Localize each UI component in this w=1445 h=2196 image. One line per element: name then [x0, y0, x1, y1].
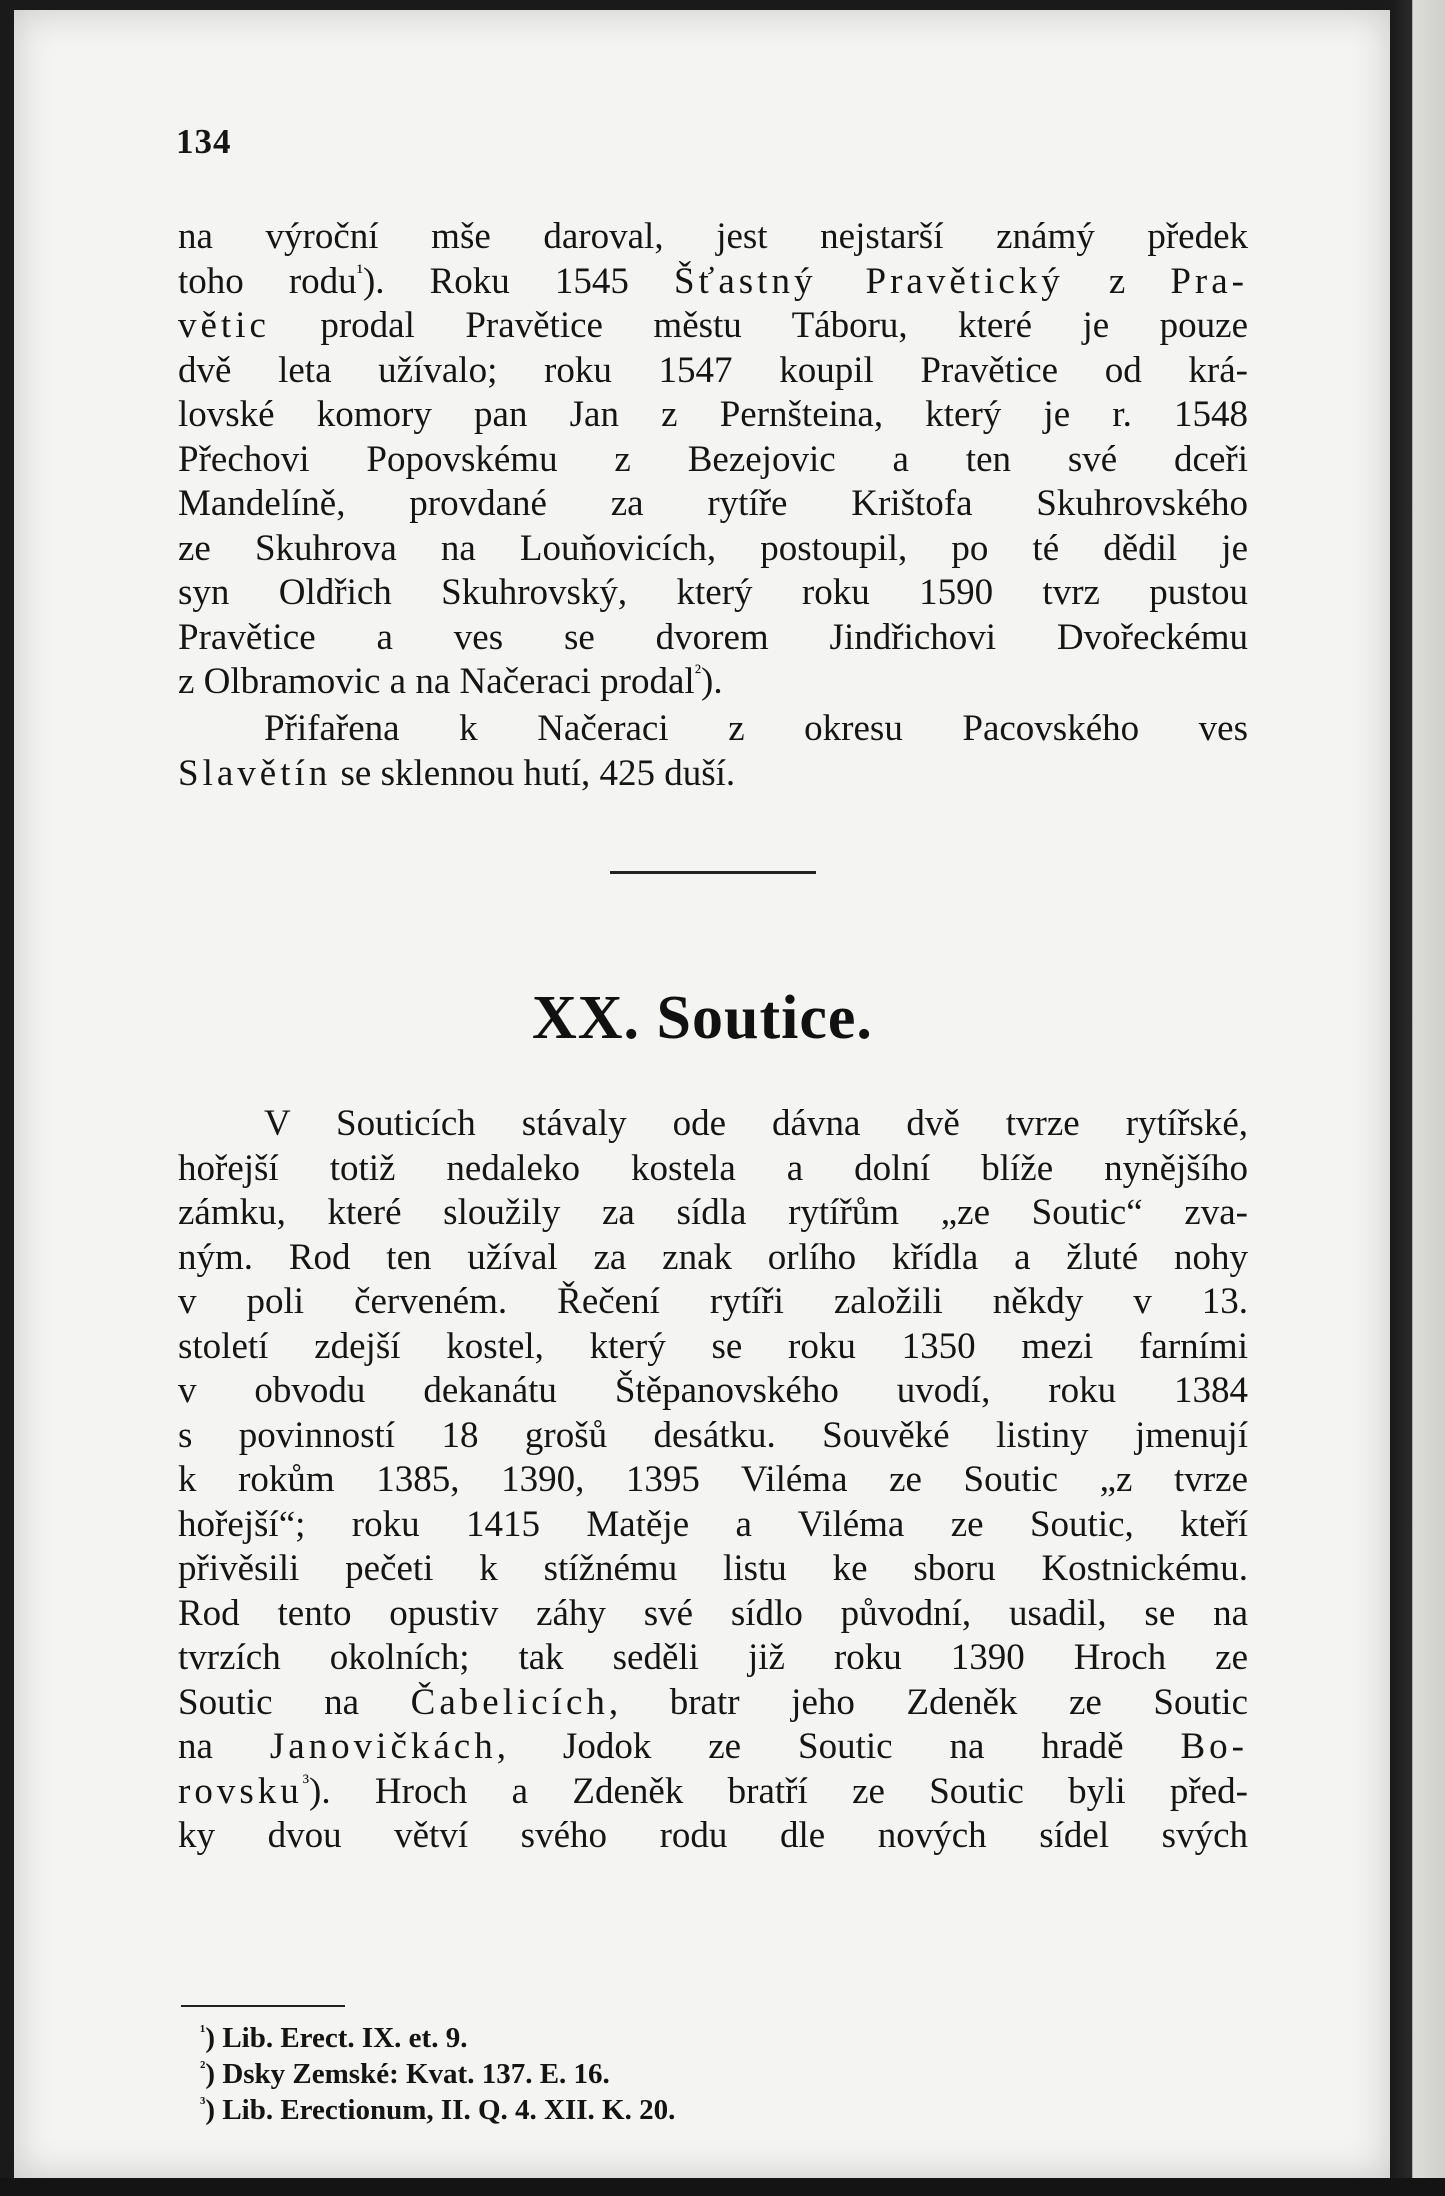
spaced-name: Šťastný Pravětický	[673, 260, 1064, 302]
spaced-name: Slavětín	[178, 752, 332, 794]
chapter-title: XX. Soutice.	[532, 984, 873, 1052]
paragraph-pravetice	[178, 215, 1248, 705]
spaced-name: Janovičkách	[269, 1726, 497, 1767]
text-fragment: toho rodu	[178, 260, 357, 302]
text-line: přivěsili pečeti k stížnému listu ke sboru Kostnickému.	[178, 1548, 1248, 1589]
spaced-name: větic	[178, 305, 270, 346]
text-fragment: ). Hroch a Zdeněk bratří ze Soutic byli před-	[309, 1770, 1248, 1812]
text-line: století zdejší kostel, který se roku 1350 mezi farními	[178, 1325, 1248, 1367]
footnote-text: ) Dsky Zemské: Kvat. 137. E. 16.	[205, 2058, 610, 2090]
page-edge	[1390, 0, 1445, 2196]
text-line	[178, 660, 1248, 705]
text-line: s povinností 18 grošů desátku. Souvěké listiny jmenují	[178, 1414, 1248, 1456]
page-number: 134	[176, 122, 232, 161]
text-line: Rod tento opustiv záhy své sídlo původní, usadil, se na	[178, 1592, 1248, 1634]
text-fragment: prodal Pravětice městu Táboru, které je pouze	[269, 305, 1248, 346]
footnote-ref-1: ¹	[356, 259, 363, 284]
text-line	[178, 304, 1248, 349]
text-line: v obvodu dekanátu Štěpanovského uvodí, roku 1384	[178, 1370, 1248, 1411]
text-line: ným. Rod ten užíval za znak orlího křídla a žluté nohy	[178, 1236, 1248, 1278]
text-fragment: , Jodok ze Soutic na hradě	[496, 1726, 1181, 1767]
footnote-1	[200, 2020, 675, 2056]
text-line: Mandelíně, provdané za rytíře Krištofa Skuhrovského	[178, 483, 1248, 524]
text-line	[178, 1681, 1248, 1726]
text-line: dvě leta užívalo; roku 1547 koupil Pravětice od krá-	[178, 349, 1248, 391]
page-bottom-edge	[0, 2178, 1445, 2196]
text-line: k rokům 1385, 1390, 1395 Viléma ze Soutic „z tvrze	[178, 1459, 1248, 1500]
paragraph-soutice	[178, 1102, 1248, 1859]
text-fragment: se sklennou hutí, 425 duší.	[331, 752, 736, 794]
spaced-name: Čabelicích	[410, 1681, 609, 1723]
text-fragment: Soutic na	[178, 1681, 411, 1723]
text-fragment: z Olbramovic a na Načeraci prodal	[178, 661, 695, 702]
text-line: tvrzích okolních; tak seděli již roku 1390 Hroch ze	[178, 1637, 1248, 1678]
text-fragment: ). Roku 1545	[362, 260, 674, 302]
footnote-ref-2: ²	[694, 660, 701, 684]
text-line: ze Skuhrova na Louňovicích, postoupil, po té dědil je	[178, 527, 1248, 569]
spaced-name: Bo-	[1180, 1726, 1248, 1767]
text-line: Pravětice a ves se dvorem Jindřichovi Dvořeckému	[178, 616, 1248, 658]
text-line	[178, 1725, 1248, 1770]
footnotes	[200, 2020, 675, 2128]
footnote-mark: ²	[200, 2057, 206, 2077]
footnote-2	[200, 2056, 675, 2092]
text-line: lovské komory pan Jan z Pernšteina, který je r. 1548	[178, 394, 1248, 435]
footnote-ref-3: ³	[302, 1769, 310, 1794]
text-line: ky dvou větví svého rodu dle nových sídel svých	[178, 1815, 1248, 1856]
text-fragment: , bratr jeho Zdeněk ze Soutic	[608, 1681, 1248, 1723]
text-line: hořejší“; roku 1415 Matěje a Viléma ze Soutic, kteří	[178, 1503, 1248, 1545]
footnote-rule	[181, 2005, 345, 2007]
footnote-3	[200, 2092, 675, 2128]
spaced-name: rovsku	[178, 1770, 303, 1812]
text-line: v poli červeném. Řečení rytíři založili někdy v 13.	[178, 1281, 1248, 1322]
text-line: na výroční mše daroval, jest nejstarší známý předek	[178, 216, 1248, 257]
text-fragment: ).	[701, 661, 723, 702]
text-line: syn Oldřich Skuhrovský, který roku 1590 tvrz pustou	[178, 572, 1248, 613]
text-fragment: z	[1063, 260, 1171, 302]
text-fragment: na	[178, 1726, 270, 1767]
text-line: Přifařena k Načeraci z okresu Pacovského ves	[264, 708, 1248, 749]
spaced-name: Pra-	[1170, 260, 1248, 302]
footnote-text: ) Lib. Erect. IX. et. 9.	[205, 2022, 468, 2054]
text-line: Přechovi Popovskému z Bezejovic a ten své dceři	[178, 438, 1248, 480]
text-line: V Souticích stávaly ode dávna dvě tvrze rytířské,	[264, 1103, 1248, 1144]
text-line: zámku, které sloužily za sídla rytířům „ze Soutic“ zva-	[178, 1192, 1248, 1233]
footnote-text: ) Lib. Erectionum, II. Q. 4. XII. K. 20.	[205, 2094, 676, 2126]
text-line	[178, 1770, 1248, 1815]
footnote-mark: ¹	[200, 2021, 206, 2041]
text-line	[178, 752, 1248, 797]
footnote-mark: ³	[200, 2093, 206, 2113]
paragraph-slavetin	[178, 707, 1248, 796]
text-line	[178, 260, 1248, 305]
text-line: hořejší totiž nedaleko kostela a dolní blíže nynějšího	[178, 1147, 1248, 1189]
section-divider	[610, 871, 816, 874]
